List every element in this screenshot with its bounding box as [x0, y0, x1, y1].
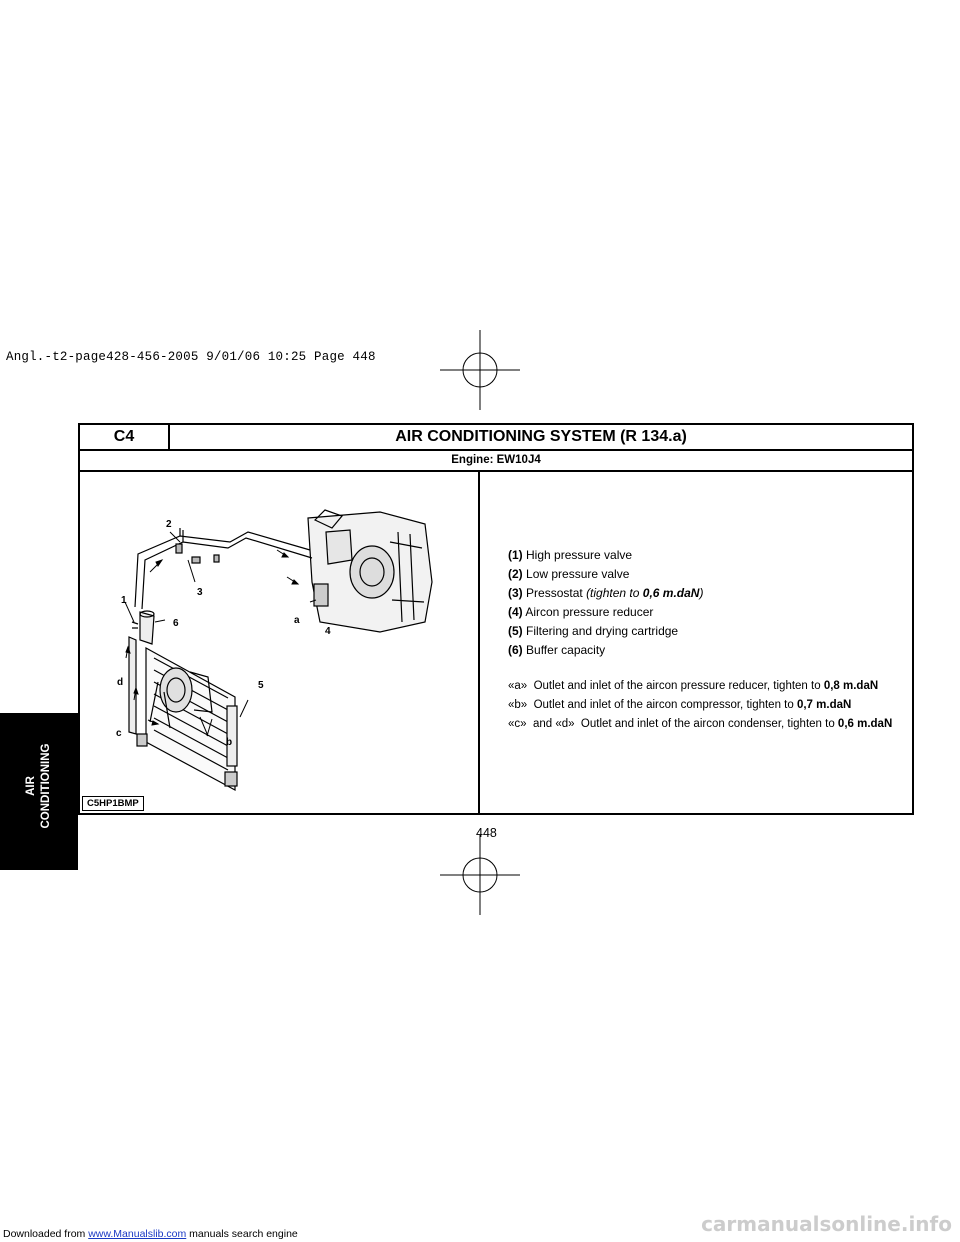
header-row: [80, 425, 912, 451]
parts-legend: [508, 546, 703, 660]
callout-3: 3: [197, 587, 203, 598]
legend-item: (4) Aircon pressure reducer: [508, 605, 654, 619]
page-number: 448: [476, 826, 497, 840]
manualslib-link[interactable]: www.Manualslib.com: [88, 1228, 187, 1240]
aircon-system-diagram: [80, 472, 478, 813]
figure-reference: C5HP1BMP: [82, 796, 144, 811]
legend-item: (6) Buffer capacity: [508, 643, 606, 657]
content-frame: [78, 423, 914, 815]
side-tab-line-1: AIR: [25, 776, 37, 796]
callout-a: a: [294, 615, 300, 626]
callout-b: b: [226, 737, 233, 748]
registration-mark-top: [440, 330, 520, 410]
legend-item: (5) Filtering and drying cartridge: [508, 624, 679, 638]
callout-6: 6: [173, 618, 179, 629]
note-item: «c» and «d» Outlet and inlet of the aircon condenser, tighten to 0,6 m.daN: [508, 718, 893, 730]
callout-c: c: [116, 728, 122, 739]
text-panel: [480, 472, 912, 813]
callout-1: 1: [121, 595, 127, 606]
section-title: AIR CONDITIONING SYSTEM (R 134.a): [395, 428, 687, 445]
download-footer: Downloaded from www.Manualslib.com manuals search engine: [3, 1228, 298, 1240]
section-code: C4: [80, 425, 170, 449]
watermark: carmanualsonline.info: [701, 1212, 952, 1236]
note-item: «a» Outlet and inlet of the aircon pressure reducer, tighten to 0,8 m.daN: [508, 680, 879, 692]
callout-5: 5: [258, 680, 264, 691]
callout-4: 4: [325, 626, 331, 637]
callout-d: d: [117, 677, 124, 688]
torque-notes: [508, 677, 892, 734]
diagram-panel: [80, 472, 480, 813]
legend-item: (1) High pressure valve: [508, 548, 633, 562]
note-item: «b» Outlet and inlet of the aircon compressor, tighten to 0,7 m.daN: [508, 699, 852, 711]
callout-2: 2: [166, 519, 172, 530]
side-tab-line-2: CONDITIONING: [40, 743, 52, 829]
section-side-tab: [0, 713, 78, 870]
print-slug: Angl.-t2-page428-456-2005 9/01/06 10:25 Page 448: [6, 350, 376, 364]
legend-item: (2) Low pressure valve: [508, 567, 630, 581]
legend-item: (3) Pressostat (tighten to 0,6 m.daN): [508, 586, 704, 600]
engine-label: Engine: EW10J4: [80, 451, 912, 472]
registration-mark-bottom: [440, 835, 520, 915]
